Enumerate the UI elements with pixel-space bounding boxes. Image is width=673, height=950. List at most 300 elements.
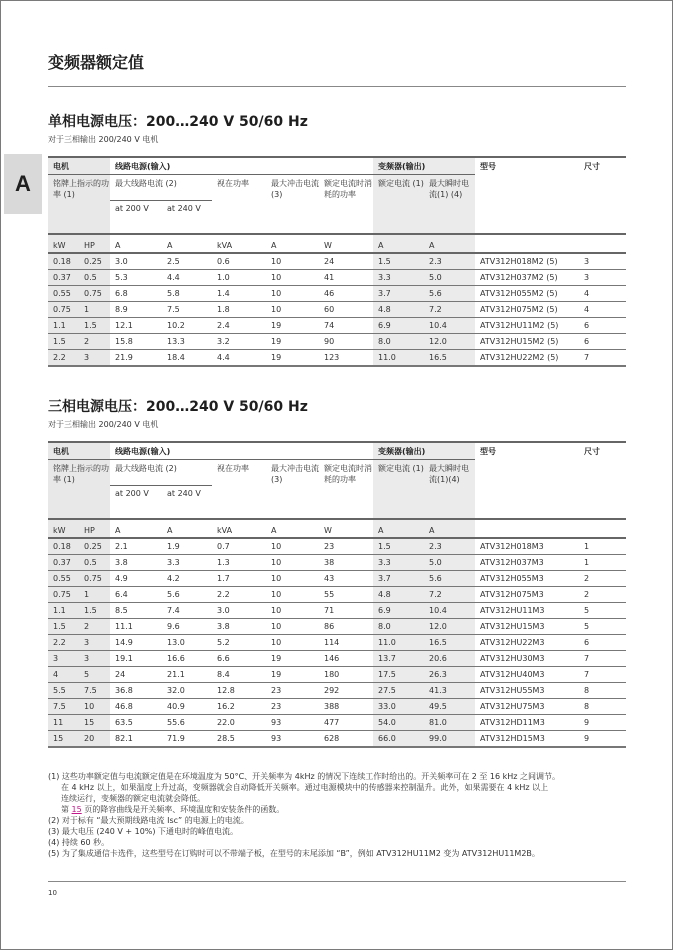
table-row	[48, 302, 626, 318]
cell-max-transient: 16.5	[424, 635, 475, 651]
cell-max-inrush: 93	[266, 731, 319, 748]
cell-max-inrush: 19	[266, 350, 319, 367]
unit-cell	[475, 234, 579, 253]
footnote-3: (3) 最大电压 (240 V + 10%) 下通电时的峰值电流。	[48, 827, 239, 836]
unit-cell: A	[373, 234, 424, 253]
cell-rated-current: 11.0	[373, 350, 424, 367]
unit-cell: A	[424, 519, 475, 538]
cell-model: ATV312HU30M3	[475, 651, 579, 667]
cell-kw: 3	[48, 651, 79, 667]
cell-apparent-power: 16.2	[212, 699, 266, 715]
cell-apparent-power: 6.6	[212, 651, 266, 667]
cell-max-inrush: 23	[266, 683, 319, 699]
header-max-inrush: 最大冲击电流 (3)	[271, 179, 319, 199]
units-row	[48, 234, 626, 253]
cell-rated-current: 3.3	[373, 270, 424, 286]
cell-rated-current: 8.0	[373, 334, 424, 350]
cell-rated-current: 3.7	[373, 571, 424, 587]
table-row	[48, 635, 626, 651]
cell-kw: 1.1	[48, 318, 79, 334]
cell-max-inrush: 19	[266, 667, 319, 683]
table-row	[48, 270, 626, 286]
cell-current-240v: 16.6	[162, 651, 212, 667]
header-drive-output: 变频器(输出)	[373, 157, 475, 175]
cell-rated-current: 17.5	[373, 667, 424, 683]
cell-size: 5	[579, 619, 626, 635]
unit-cell: A	[424, 234, 475, 253]
cell-size: 9	[579, 731, 626, 748]
cell-size: 3	[579, 253, 626, 270]
unit-cell: W	[319, 234, 373, 253]
cell-kw: 11	[48, 715, 79, 731]
header-line-supply: 线路电源(输入)	[110, 442, 373, 460]
table-row	[48, 538, 626, 555]
cell-max-inrush: 19	[266, 651, 319, 667]
cell-power-dissipated: 123	[319, 350, 373, 367]
cell-max-transient: 5.6	[424, 286, 475, 302]
unit-cell: kVA	[212, 519, 266, 538]
cell-current-240v: 40.9	[162, 699, 212, 715]
table-row	[48, 683, 626, 699]
cell-model: ATV312HU15M3	[475, 619, 579, 635]
table-row	[48, 253, 626, 270]
cell-current-200v: 2.1	[110, 538, 162, 555]
cell-current-200v: 6.8	[110, 286, 162, 302]
header-line-supply: 线路电源(输入)	[110, 157, 373, 175]
cell-kw: 0.55	[48, 286, 79, 302]
cell-kw: 4	[48, 667, 79, 683]
header-motor: 电机	[48, 157, 110, 175]
cell-max-transient: 2.3	[424, 538, 475, 555]
cell-size: 1	[579, 555, 626, 571]
cell-apparent-power: 4.4	[212, 350, 266, 367]
header-size: 尺寸	[579, 442, 626, 519]
cell-current-240v: 32.0	[162, 683, 212, 699]
cell-power-dissipated: 90	[319, 334, 373, 350]
header-size: 尺寸	[579, 157, 626, 234]
cell-size: 1	[579, 538, 626, 555]
cell-max-transient: 20.6	[424, 651, 475, 667]
cell-max-transient: 5.0	[424, 270, 475, 286]
unit-cell: HP	[79, 234, 110, 253]
cell-hp: 0.75	[79, 286, 110, 302]
cell-model: ATV312H075M2 (5)	[475, 302, 579, 318]
page-15-link[interactable]: 15	[71, 805, 82, 814]
cell-power-dissipated: 60	[319, 302, 373, 318]
cell-kw: 1.1	[48, 603, 79, 619]
cell-size: 3	[579, 270, 626, 286]
cell-model: ATV312H055M2 (5)	[475, 286, 579, 302]
cell-max-transient: 2.3	[424, 253, 475, 270]
footnote-1-line-4-prefix: 第	[61, 805, 72, 814]
cell-hp: 15	[79, 715, 110, 731]
cell-hp: 0.25	[79, 253, 110, 270]
footer-divider	[48, 881, 626, 882]
header-model: 型号	[475, 442, 579, 519]
table-row	[48, 571, 626, 587]
table-row	[48, 286, 626, 302]
cell-model: ATV312HU11M3	[475, 603, 579, 619]
footnote-5: (5) 为了集成通信卡选件，这些型号在订购时可以不带端子板，在型号的末尾添加 “B”，例如 ATV312HU11M2 变为 ATV312HU11M2B。	[48, 849, 540, 858]
unit-cell	[579, 519, 626, 538]
cell-size: 8	[579, 699, 626, 715]
cell-power-dissipated: 114	[319, 635, 373, 651]
cell-power-dissipated: 55	[319, 587, 373, 603]
header-apparent-power: 视在功率	[217, 464, 249, 473]
cell-current-200v: 11.1	[110, 619, 162, 635]
cell-power-dissipated: 41	[319, 270, 373, 286]
cell-rated-current: 1.5	[373, 253, 424, 270]
cell-max-transient: 5.6	[424, 571, 475, 587]
cell-hp: 3	[79, 635, 110, 651]
table-row	[48, 318, 626, 334]
cell-max-transient: 26.3	[424, 667, 475, 683]
three-phase-title: 三相电源电压：200…240 V 50/60 Hz	[48, 399, 308, 415]
cell-current-200v: 6.4	[110, 587, 162, 603]
three-phase-subtitle: 对于三相输出 200/240 V 电机	[48, 420, 159, 429]
cell-model: ATV312H018M3	[475, 538, 579, 555]
cell-power-dissipated: 46	[319, 286, 373, 302]
cell-current-200v: 14.9	[110, 635, 162, 651]
header-rated-current: 额定电流 (1)	[373, 175, 424, 235]
cell-apparent-power: 12.8	[212, 683, 266, 699]
cell-model: ATV312HD15M3	[475, 731, 579, 748]
cell-current-200v: 3.0	[110, 253, 162, 270]
cell-apparent-power: 0.6	[212, 253, 266, 270]
footnote-1-line-4-suffix: 页的降容曲线是开关频率、环境温度和安装条件的函数。	[81, 805, 285, 814]
cell-current-200v: 36.8	[110, 683, 162, 699]
cell-size: 6	[579, 318, 626, 334]
cell-kw: 7.5	[48, 699, 79, 715]
cell-current-200v: 12.1	[110, 318, 162, 334]
cell-power-dissipated: 24	[319, 253, 373, 270]
cell-kw: 2.2	[48, 635, 79, 651]
header-apparent-power: 视在功率	[217, 179, 249, 188]
header-max-transient: 最大瞬时电流(1) (4)	[424, 175, 475, 235]
cell-kw: 0.75	[48, 587, 79, 603]
single-phase-ratings-table	[48, 156, 626, 367]
cell-size: 6	[579, 635, 626, 651]
cell-rated-current: 33.0	[373, 699, 424, 715]
cell-current-240v: 9.6	[162, 619, 212, 635]
cell-model: ATV312HU15M2 (5)	[475, 334, 579, 350]
single-phase-rows	[48, 253, 626, 366]
unit-cell: A	[373, 519, 424, 538]
header-drive-output: 变频器(输出)	[373, 442, 475, 460]
cell-max-transient: 81.0	[424, 715, 475, 731]
cell-model: ATV312H075M3	[475, 587, 579, 603]
cell-max-transient: 41.3	[424, 683, 475, 699]
cell-max-transient: 7.2	[424, 587, 475, 603]
cell-model: ATV312HU22M3	[475, 635, 579, 651]
cell-size: 4	[579, 286, 626, 302]
cell-power-dissipated: 628	[319, 731, 373, 748]
cell-model: ATV312H018M2 (5)	[475, 253, 579, 270]
cell-rated-current: 3.3	[373, 555, 424, 571]
cell-current-240v: 2.5	[162, 253, 212, 270]
cell-power-dissipated: 477	[319, 715, 373, 731]
cell-power-dissipated: 43	[319, 571, 373, 587]
cell-apparent-power: 2.2	[212, 587, 266, 603]
header-at-200v: at 200 V	[115, 204, 149, 213]
footnote-4: (4) 持续 60 秒。	[48, 838, 110, 847]
three-phase-ratings-table	[48, 441, 626, 748]
cell-model: ATV312HD11M3	[475, 715, 579, 731]
cell-size: 6	[579, 334, 626, 350]
cell-current-240v: 7.5	[162, 302, 212, 318]
cell-model: ATV312HU22M2 (5)	[475, 350, 579, 367]
cell-model: ATV312HU75M3	[475, 699, 579, 715]
cell-apparent-power: 22.0	[212, 715, 266, 731]
cell-hp: 0.25	[79, 538, 110, 555]
unit-cell: HP	[79, 519, 110, 538]
cell-rated-current: 11.0	[373, 635, 424, 651]
header-motor: 电机	[48, 442, 110, 460]
unit-cell: A	[266, 519, 319, 538]
unit-cell: A	[266, 234, 319, 253]
cell-current-240v: 7.4	[162, 603, 212, 619]
cell-size: 9	[579, 715, 626, 731]
cell-size: 7	[579, 651, 626, 667]
header-nameplate-power: 铭牌上指示的功率 (1)	[48, 175, 110, 235]
cell-max-transient: 49.5	[424, 699, 475, 715]
cell-current-200v: 8.9	[110, 302, 162, 318]
cell-hp: 3	[79, 651, 110, 667]
cell-current-240v: 3.3	[162, 555, 212, 571]
cell-rated-current: 1.5	[373, 538, 424, 555]
cell-kw: 0.18	[48, 253, 79, 270]
cell-kw: 0.75	[48, 302, 79, 318]
table-row	[48, 603, 626, 619]
unit-cell: A	[110, 234, 162, 253]
cell-apparent-power: 8.4	[212, 667, 266, 683]
cell-rated-current: 8.0	[373, 619, 424, 635]
cell-rated-current: 13.7	[373, 651, 424, 667]
cell-current-240v: 21.1	[162, 667, 212, 683]
footnote-1-line-1: (1) 这些功率额定值与电流额定值是在环境温度为 50°C、开关频率为 4kHz 的情况下连续工作时给出的。开关频率可在 2 至 16 kHz 之间调节。	[48, 772, 561, 781]
cell-power-dissipated: 146	[319, 651, 373, 667]
cell-max-transient: 10.4	[424, 318, 475, 334]
cell-power-dissipated: 180	[319, 667, 373, 683]
single-phase-title: 单相电源电压：200…240 V 50/60 Hz	[48, 114, 308, 130]
cell-kw: 0.37	[48, 555, 79, 571]
header-model: 型号	[475, 157, 579, 234]
cell-kw: 0.37	[48, 270, 79, 286]
cell-max-inrush: 10	[266, 587, 319, 603]
cell-max-inrush: 10	[266, 635, 319, 651]
table-row	[48, 667, 626, 683]
header-at-240v: at 240 V	[167, 204, 201, 213]
cell-rated-current: 6.9	[373, 603, 424, 619]
cell-apparent-power: 0.7	[212, 538, 266, 555]
cell-max-inrush: 19	[266, 334, 319, 350]
cell-max-inrush: 19	[266, 318, 319, 334]
cell-hp: 5	[79, 667, 110, 683]
cell-rated-current: 66.0	[373, 731, 424, 748]
table-row	[48, 715, 626, 731]
cell-max-inrush: 10	[266, 538, 319, 555]
cell-size: 8	[579, 683, 626, 699]
cell-power-dissipated: 23	[319, 538, 373, 555]
cell-apparent-power: 28.5	[212, 731, 266, 748]
cell-model: ATV312H037M3	[475, 555, 579, 571]
cell-rated-current: 4.8	[373, 587, 424, 603]
cell-current-240v: 4.4	[162, 270, 212, 286]
cell-current-200v: 63.5	[110, 715, 162, 731]
cell-max-transient: 12.0	[424, 619, 475, 635]
cell-current-200v: 82.1	[110, 731, 162, 748]
cell-max-transient: 99.0	[424, 731, 475, 748]
cell-hp: 10	[79, 699, 110, 715]
cell-current-240v: 5.6	[162, 587, 212, 603]
cell-current-200v: 46.8	[110, 699, 162, 715]
header-at-240v: at 240 V	[167, 489, 201, 498]
table-row	[48, 350, 626, 367]
unit-cell: A	[162, 519, 212, 538]
unit-cell: W	[319, 519, 373, 538]
cell-model: ATV312H037M2 (5)	[475, 270, 579, 286]
cell-power-dissipated: 38	[319, 555, 373, 571]
cell-max-inrush: 10	[266, 619, 319, 635]
cell-power-dissipated: 74	[319, 318, 373, 334]
cell-apparent-power: 1.3	[212, 555, 266, 571]
title-divider	[48, 86, 626, 87]
cell-hp: 1	[79, 587, 110, 603]
cell-rated-current: 6.9	[373, 318, 424, 334]
cell-current-240v: 13.0	[162, 635, 212, 651]
cell-current-240v: 1.9	[162, 538, 212, 555]
cell-kw: 15	[48, 731, 79, 748]
cell-kw: 1.5	[48, 334, 79, 350]
header-power-dissipated: 额定电流时消耗的功率	[324, 179, 372, 199]
cell-max-transient: 12.0	[424, 334, 475, 350]
cell-max-inrush: 10	[266, 253, 319, 270]
cell-kw: 5.5	[48, 683, 79, 699]
cell-apparent-power: 3.2	[212, 334, 266, 350]
header-max-inrush: 最大冲击电流 (3)	[271, 464, 319, 484]
cell-size: 7	[579, 667, 626, 683]
cell-current-240v: 4.2	[162, 571, 212, 587]
cell-hp: 3	[79, 350, 110, 367]
cell-max-transient: 10.4	[424, 603, 475, 619]
footnote-1-line-2: 在 4 kHz 以上，如果温度上升过高，变频器就会自动降低开关频率。通过电源模块中的传感器来控制温升。此外，如果需要在 4 kHz 以上	[61, 783, 549, 792]
cell-apparent-power: 1.8	[212, 302, 266, 318]
units-row	[48, 519, 626, 538]
cell-current-200v: 3.8	[110, 555, 162, 571]
unit-cell: A	[162, 234, 212, 253]
cell-hp: 20	[79, 731, 110, 748]
unit-cell: kW	[48, 234, 79, 253]
cell-power-dissipated: 388	[319, 699, 373, 715]
page-title: 变频器额定值	[48, 53, 145, 72]
cell-current-200v: 15.8	[110, 334, 162, 350]
cell-power-dissipated: 71	[319, 603, 373, 619]
header-nameplate-power: 铭牌上指示的功率 (1)	[48, 460, 110, 520]
cell-rated-current: 3.7	[373, 286, 424, 302]
cell-apparent-power: 5.2	[212, 635, 266, 651]
unit-cell: A	[110, 519, 162, 538]
cell-model: ATV312HU55M3	[475, 683, 579, 699]
single-phase-subtitle: 对于三相输出 200/240 V 电机	[48, 135, 159, 144]
cell-kw: 0.55	[48, 571, 79, 587]
cell-apparent-power: 1.4	[212, 286, 266, 302]
cell-rated-current: 27.5	[373, 683, 424, 699]
cell-current-200v: 8.5	[110, 603, 162, 619]
unit-cell	[579, 234, 626, 253]
table-row	[48, 731, 626, 748]
page-number: 10	[48, 889, 57, 897]
footnote-2: (2) 对于标有 “最大预期线路电流 Isc” 的电源上的电流。	[48, 816, 249, 825]
cell-kw: 2.2	[48, 350, 79, 367]
cell-hp: 0.5	[79, 555, 110, 571]
cell-size: 2	[579, 587, 626, 603]
unit-cell	[475, 519, 579, 538]
table-row	[48, 555, 626, 571]
table-row	[48, 587, 626, 603]
cell-max-inrush: 10	[266, 555, 319, 571]
footnote-1-line-4	[48, 804, 638, 815]
header-max-line-current: 最大线路电流 (2)	[110, 460, 212, 486]
header-row-groups	[48, 442, 626, 460]
cell-apparent-power: 1.0	[212, 270, 266, 286]
cell-model: ATV312HU11M2 (5)	[475, 318, 579, 334]
cell-max-inrush: 10	[266, 571, 319, 587]
cell-current-240v: 55.6	[162, 715, 212, 731]
footnotes	[48, 771, 638, 859]
cell-max-inrush: 93	[266, 715, 319, 731]
cell-hp: 2	[79, 334, 110, 350]
header-power-dissipated: 额定电流时消耗的功率	[324, 464, 372, 484]
cell-size: 2	[579, 571, 626, 587]
cell-rated-current: 4.8	[373, 302, 424, 318]
table-row	[48, 651, 626, 667]
cell-current-200v: 19.1	[110, 651, 162, 667]
cell-max-inrush: 10	[266, 302, 319, 318]
cell-size: 4	[579, 302, 626, 318]
section-tab: A	[4, 154, 42, 214]
cell-current-240v: 71.9	[162, 731, 212, 748]
three-phase-rows	[48, 538, 626, 747]
unit-cell: kW	[48, 519, 79, 538]
cell-max-inrush: 10	[266, 286, 319, 302]
header-rated-current: 额定电流 (1)	[373, 460, 424, 520]
table-row	[48, 334, 626, 350]
cell-max-transient: 7.2	[424, 302, 475, 318]
table-row	[48, 699, 626, 715]
cell-apparent-power: 3.0	[212, 603, 266, 619]
header-max-transient: 最大瞬时电流(1)(4)	[424, 460, 475, 520]
cell-power-dissipated: 292	[319, 683, 373, 699]
cell-rated-current: 54.0	[373, 715, 424, 731]
cell-kw: 1.5	[48, 619, 79, 635]
cell-max-transient: 16.5	[424, 350, 475, 367]
cell-max-inrush: 23	[266, 699, 319, 715]
header-at-200v: at 200 V	[115, 489, 149, 498]
cell-hp: 7.5	[79, 683, 110, 699]
cell-kw: 0.18	[48, 538, 79, 555]
cell-power-dissipated: 86	[319, 619, 373, 635]
cell-hp: 1	[79, 302, 110, 318]
cell-current-200v: 21.9	[110, 350, 162, 367]
cell-apparent-power: 1.7	[212, 571, 266, 587]
cell-current-200v: 4.9	[110, 571, 162, 587]
cell-max-transient: 5.0	[424, 555, 475, 571]
cell-hp: 1.5	[79, 603, 110, 619]
cell-current-240v: 13.3	[162, 334, 212, 350]
header-row-groups	[48, 157, 626, 175]
cell-current-200v: 24	[110, 667, 162, 683]
header-max-line-current: 最大线路电流 (2)	[110, 175, 212, 201]
